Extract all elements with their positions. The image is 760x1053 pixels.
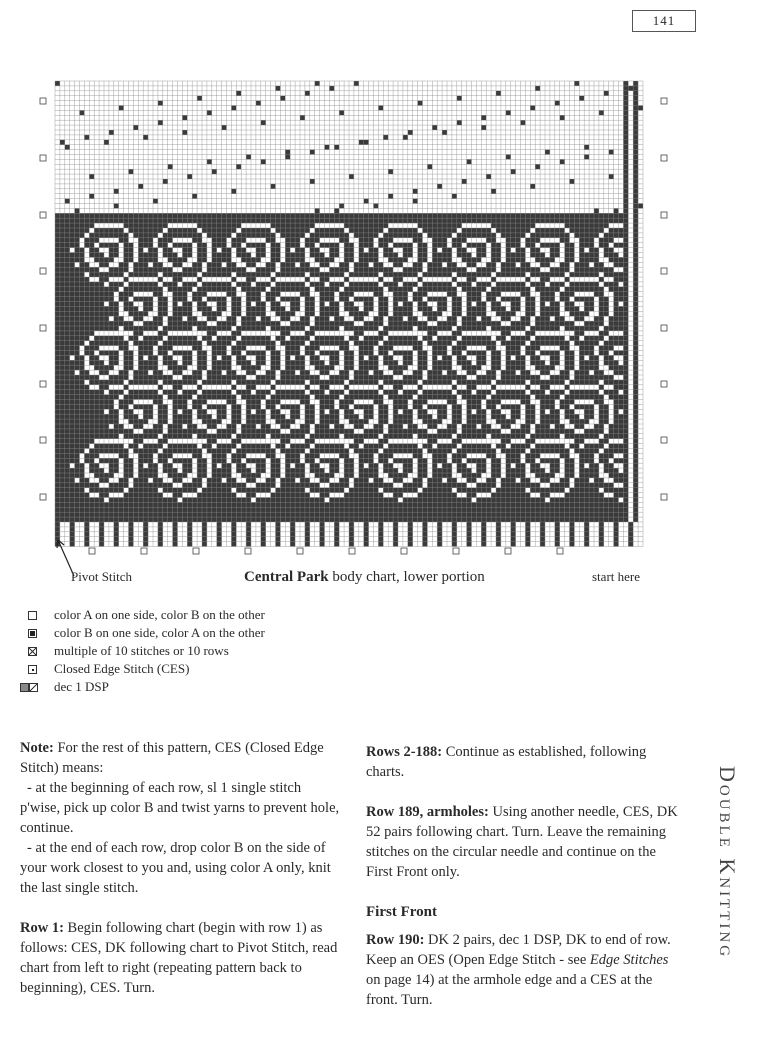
start-here-label: start here — [592, 569, 641, 584]
chart-grid — [55, 81, 643, 547]
page-number: 141 — [632, 10, 696, 32]
legend-text: multiple of 10 stitches or 10 rows — [54, 643, 229, 658]
legend-text: Closed Edge Stitch (CES) — [54, 661, 190, 676]
crossed-square-icon — [28, 647, 37, 656]
rows2-text: Continue as established, following charts. — [366, 744, 647, 780]
note-paragraph — [20, 738, 342, 778]
rows2-paragraph — [366, 742, 686, 782]
row190-label: Row 190: — [366, 932, 425, 948]
row-marker-icon — [661, 155, 667, 161]
row-marker-icon — [40, 155, 46, 161]
legend-text: dec 1 DSP — [54, 679, 109, 694]
row189-text: Using another needle, CES, DK 52 pairs following chart. Turn. Leave the remaining stitches on the circular needle and continue on the First Front only. — [366, 804, 678, 880]
row190-paragraph — [366, 930, 686, 1010]
legend-item — [20, 642, 265, 660]
row-marker-icon — [40, 212, 46, 218]
empty-square-icon — [28, 611, 37, 620]
row-marker-icon — [661, 381, 667, 387]
pivot-stitch-label: Pivot Stitch — [71, 569, 133, 584]
row1-label: Row 1: — [20, 920, 64, 936]
legend-text: color B on one side, color A on the other — [54, 625, 265, 640]
row190-text-b: on page 14) at the armhole edge and a CES at the front. Turn. — [366, 972, 653, 1008]
row189-label: Row 189, armholes: — [366, 804, 489, 820]
filled-square-icon — [28, 629, 37, 638]
stitch-marker-icon — [89, 548, 95, 554]
note-bullet-2: - at the end of each row, drop color B on the side of your work closest to you and, using color A only, knit the last single stitch. — [20, 840, 331, 896]
note-bullet-1: - at the beginning of each row, sl 1 single stitch p'wise, pick up color B and twist yarns to prevent hole, continue. — [20, 780, 340, 836]
legend-item — [20, 606, 265, 624]
stitch-marker-icon — [193, 548, 199, 554]
row-marker-icon — [40, 325, 46, 331]
stitch-marker-icon — [349, 548, 355, 554]
row1-paragraph — [20, 918, 342, 998]
chart-caption-bold: Central Park — [244, 569, 329, 585]
stitch-marker-icon — [557, 548, 563, 554]
legend-item — [20, 678, 265, 696]
row-marker-icon — [40, 268, 46, 274]
stitch-marker-icon — [401, 548, 407, 554]
instructions-right-column — [366, 742, 686, 1030]
note-text: For the rest of this pattern, CES (Closed Edge Stitch) means: — [20, 740, 324, 776]
sidebar-book-title: Double Knitting — [715, 766, 740, 960]
dotted-square-icon — [28, 665, 37, 674]
row-marker-icon — [40, 98, 46, 104]
row189-paragraph — [366, 802, 686, 882]
row-marker-icon — [661, 494, 667, 500]
legend-item — [20, 624, 265, 642]
row-marker-icon — [661, 325, 667, 331]
edge-stitches-link-text: Edge Stitches — [589, 952, 669, 968]
row-marker-icon — [661, 437, 667, 443]
row-marker-icon — [40, 381, 46, 387]
stitch-marker-icon — [141, 548, 147, 554]
legend-item — [20, 660, 265, 678]
instructions-left-column — [20, 738, 342, 1018]
chart-caption-rest: body chart, lower portion — [328, 569, 485, 585]
chart-caption — [244, 569, 485, 586]
first-front-heading: First Front — [366, 904, 437, 920]
dsp-decrease-icon — [20, 683, 38, 692]
stitch-marker-icon — [453, 548, 459, 554]
chart-legend — [20, 606, 265, 696]
row1-text: Begin following chart (begin with row 1) as follows: CES, DK following chart to Pivot Stitch, read chart from left to right (repeating pattern back to beginning), CES. Turn. — [20, 920, 338, 996]
stitch-marker-icon — [245, 548, 251, 554]
row190-text-a: DK 2 pairs, dec 1 DSP, DK to end of row. Keep an OES (Open Edge Stitch - see — [366, 932, 671, 968]
stitch-marker-icon — [297, 548, 303, 554]
row-marker-icon — [661, 98, 667, 104]
note-label: Note: — [20, 740, 54, 756]
row-marker-icon — [40, 437, 46, 443]
legend-text: color A on one side, color B on the other — [54, 607, 265, 622]
stitch-marker-icon — [505, 548, 511, 554]
row-marker-icon — [40, 494, 46, 500]
row-marker-icon — [661, 212, 667, 218]
row-marker-icon — [661, 268, 667, 274]
rows2-label: Rows 2-188: — [366, 744, 443, 760]
